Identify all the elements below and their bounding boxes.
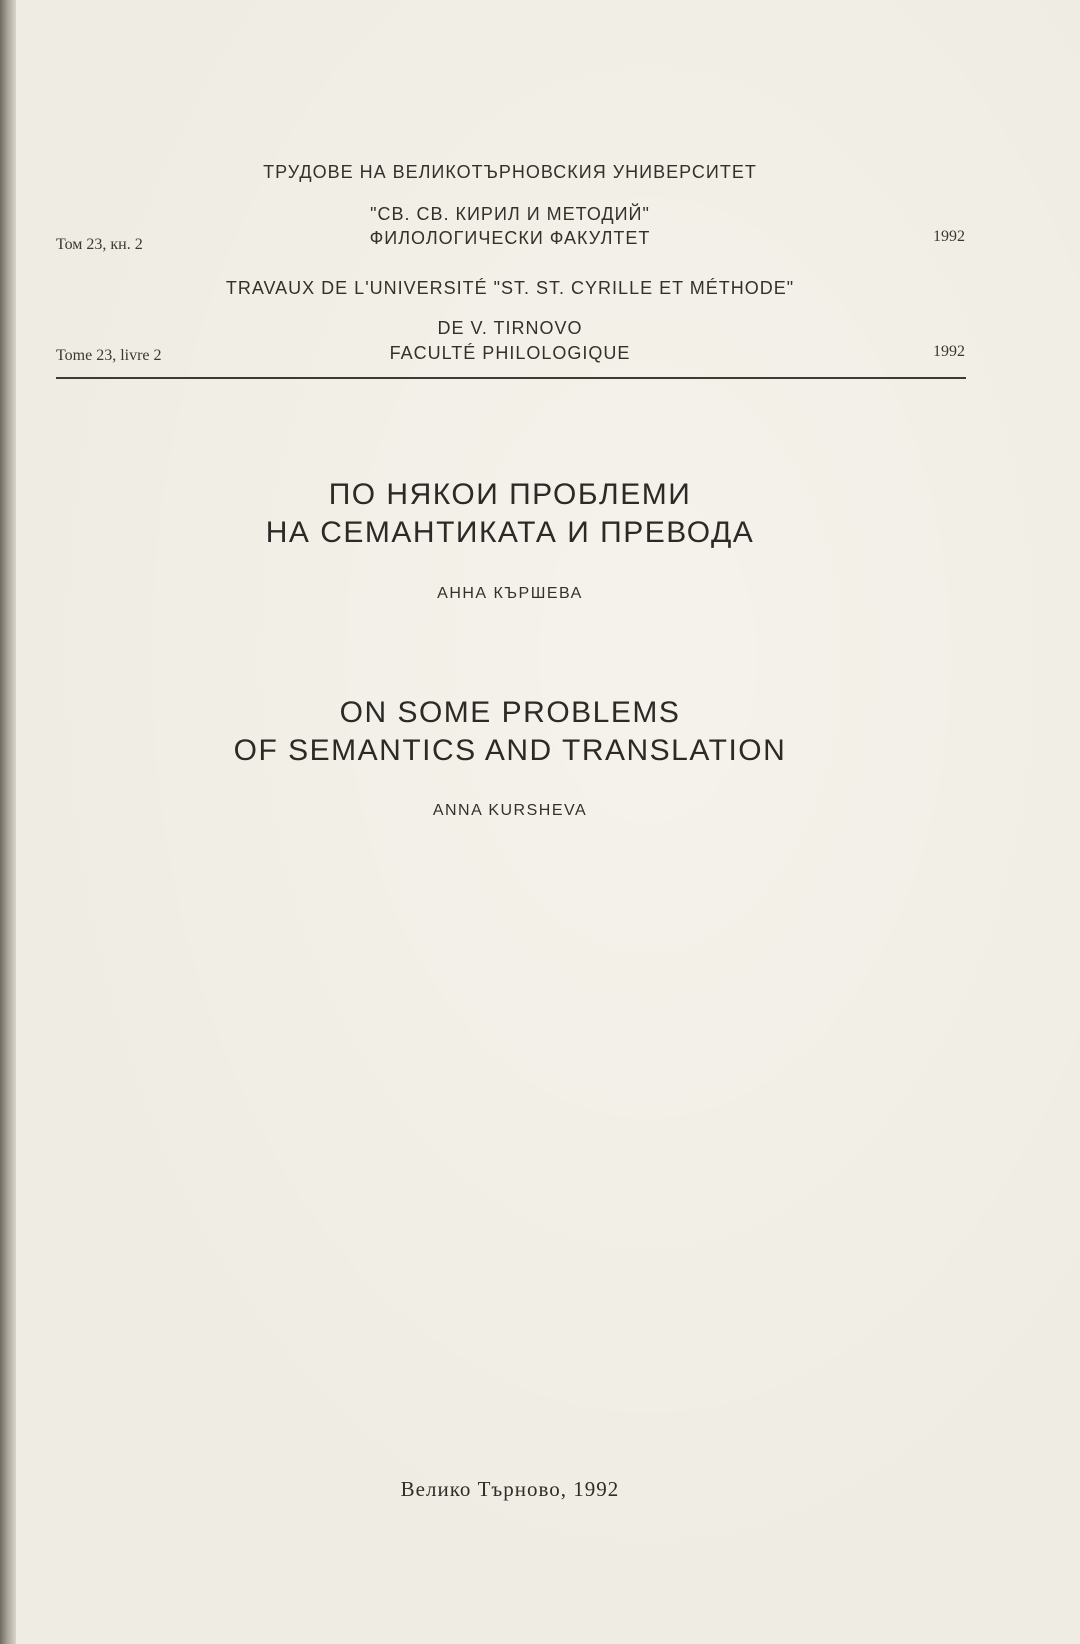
- title-en-line-1: ON SOME PROBLEMS: [339, 696, 681, 729]
- book-spine-shadow: [0, 0, 16, 1644]
- author-en: ANNA KURSHEVA: [432, 802, 588, 819]
- author-bg-block: [140, 585, 880, 603]
- header-bg-volume: Том 23, кн. 2: [56, 236, 143, 253]
- header-fr-city-line: DE V. TIRNOVO: [437, 318, 583, 338]
- header-bg-faculty-line: ФИЛОЛОГИЧЕСКИ ФАКУЛТЕТ: [369, 228, 651, 248]
- title-bg-line-2: НА СЕМАНТИКАТА И ПРЕВОДА: [265, 516, 755, 549]
- header-bg-saints-line: "СВ. СВ. КИРИЛ И МЕТОДИЙ": [370, 204, 650, 224]
- article-title-bg: [140, 476, 880, 552]
- header-bg-university-line: ТРУДОВЕ НА ВЕЛИКОТЪРНОВСКИЯ УНИВЕРСИТЕТ: [263, 162, 757, 182]
- title-en-line-2: OF SEMANTICS AND TRANSLATION: [233, 734, 787, 767]
- imprint-place-year: Велико Търново, 1992: [400, 1477, 620, 1501]
- author-en-block: [140, 802, 880, 820]
- header-fr-faculty-line: FACULTÉ PHILOLOGIQUE: [389, 343, 631, 363]
- header-bg-year: 1992: [933, 228, 965, 245]
- author-bg: АННА КЪРШЕВА: [437, 585, 583, 602]
- article-title-en: [140, 694, 880, 770]
- header-divider: [56, 377, 966, 379]
- title-bg-line-1: ПО НЯКОИ ПРОБЛЕМИ: [328, 478, 692, 511]
- header-fr-volume: Tome 23, livre 2: [56, 347, 162, 364]
- header-fr-university-line: TRAVAUX DE L'UNIVERSITÉ "ST. ST. CYRILLE ET MÉTHODE": [225, 278, 795, 298]
- header-fr-year: 1992: [933, 343, 965, 360]
